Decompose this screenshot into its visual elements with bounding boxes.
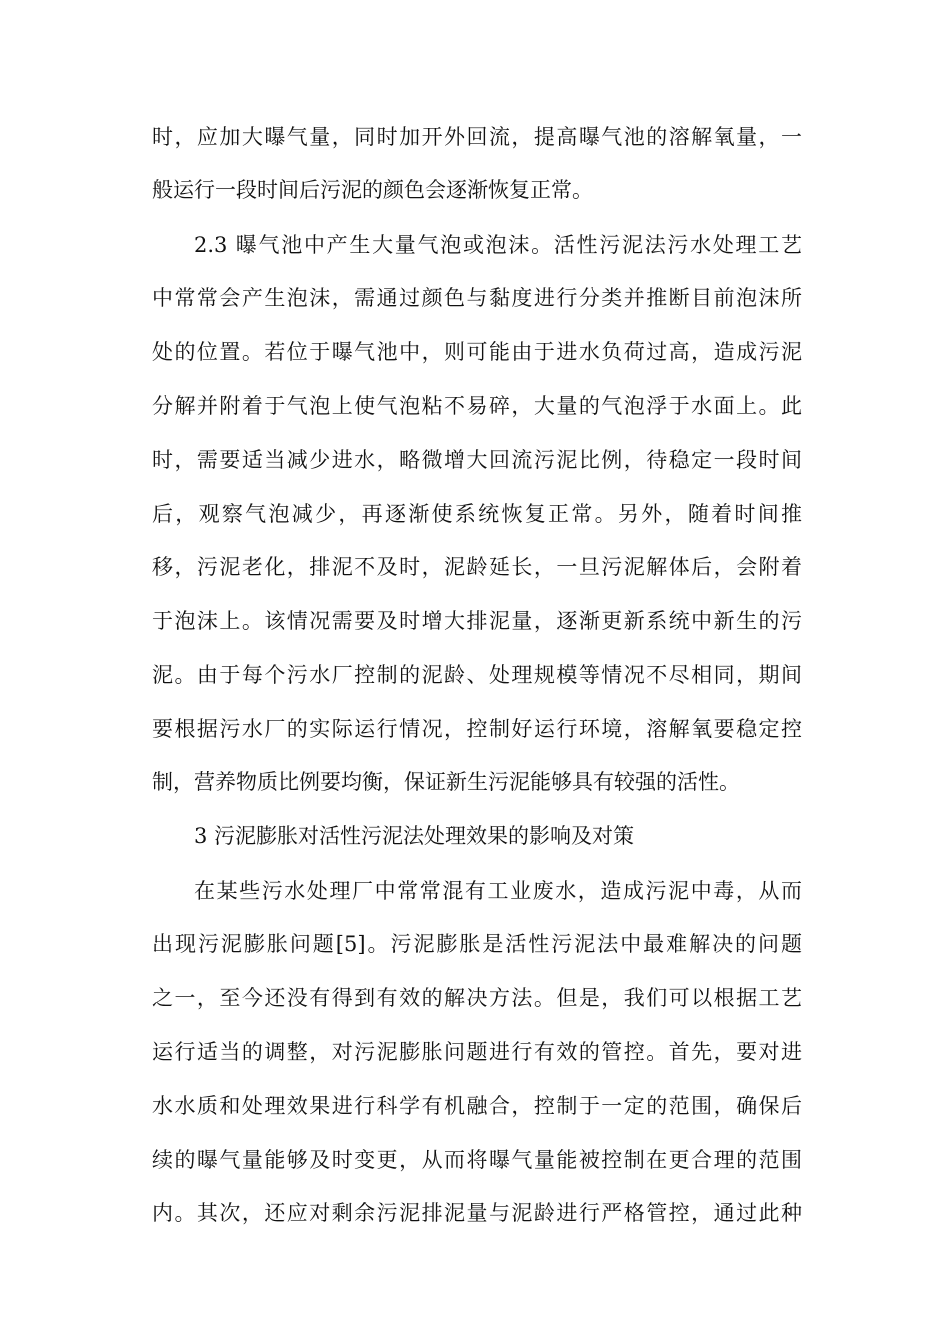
section-heading-3: 3 污泥膨胀对活性污泥法处理效果的影响及对策 — [194, 824, 635, 848]
paragraph-line: 续的曝气量能够及时变更，从而将曝气量能被控制在更合理的范围 — [152, 1148, 802, 1172]
paragraph-line: 于泡沫上。该情况需要及时增大排泥量，逐渐更新系统中新生的污 — [152, 609, 802, 633]
paragraph-line: 时，应加大曝气量，同时加开外回流，提高曝气池的溶解氧量，一 — [152, 125, 802, 149]
paragraph-line: 之一，至今还没有得到有效的解决方法。但是，我们可以根据工艺 — [152, 986, 802, 1010]
paragraph-line: 中常常会产生泡沫，需通过颜色与黏度进行分类并推断目前泡沫所 — [152, 286, 802, 310]
paragraph-line: 要根据污水厂的实际运行情况，控制好运行环境，溶解氧要稳定控 — [152, 717, 802, 741]
paragraph-line: 内。其次，还应对剩余污泥排泥量与泥龄进行严格管控，通过此种 — [152, 1201, 802, 1225]
paragraph-line: 制，营养物质比例要均衡，保证新生污泥能够具有较强的活性。 — [152, 770, 740, 794]
paragraph-line: 运行适当的调整，对污泥膨胀问题进行有效的管控。首先，要对进 — [152, 1040, 802, 1064]
paragraph-line: 时，需要适当减少进水，略微增大回流污泥比例，待稳定一段时间 — [152, 448, 802, 472]
paragraph-line: 水水质和处理效果进行科学有机融合，控制于一定的范围，确保后 — [152, 1094, 802, 1118]
paragraph-line: 后，观察气泡减少，再逐渐使系统恢复正常。另外，随着时间推 — [152, 502, 802, 526]
paragraph-line: 般运行一段时间后污泥的颜色会逐渐恢复正常。 — [152, 178, 593, 202]
paragraph-line: 在某些污水处理厂中常常混有工业废水，造成污泥中毒，从而 — [194, 879, 802, 903]
paragraph-line: 泥。由于每个污水厂控制的泥龄、处理规模等情况不尽相同，期间 — [152, 663, 802, 687]
paragraph-line: 出现污泥膨胀问题[5]。污泥膨胀是活性污泥法中最难解决的问题 — [152, 932, 802, 956]
paragraph-line: 分解并附着于气泡上使气泡粘不易碎，大量的气泡浮于水面上。此 — [152, 394, 802, 418]
section-heading-2-3: 2.3 曝气池中产生大量气泡或泡沫。活性污泥法污水处理工艺 — [194, 233, 802, 257]
paragraph-line: 移，污泥老化，排泥不及时，泥龄延长，一旦污泥解体后，会附着 — [152, 555, 802, 579]
paragraph-line: 处的位置。若位于曝气池中，则可能由于进水负荷过高，造成污泥 — [152, 340, 802, 364]
